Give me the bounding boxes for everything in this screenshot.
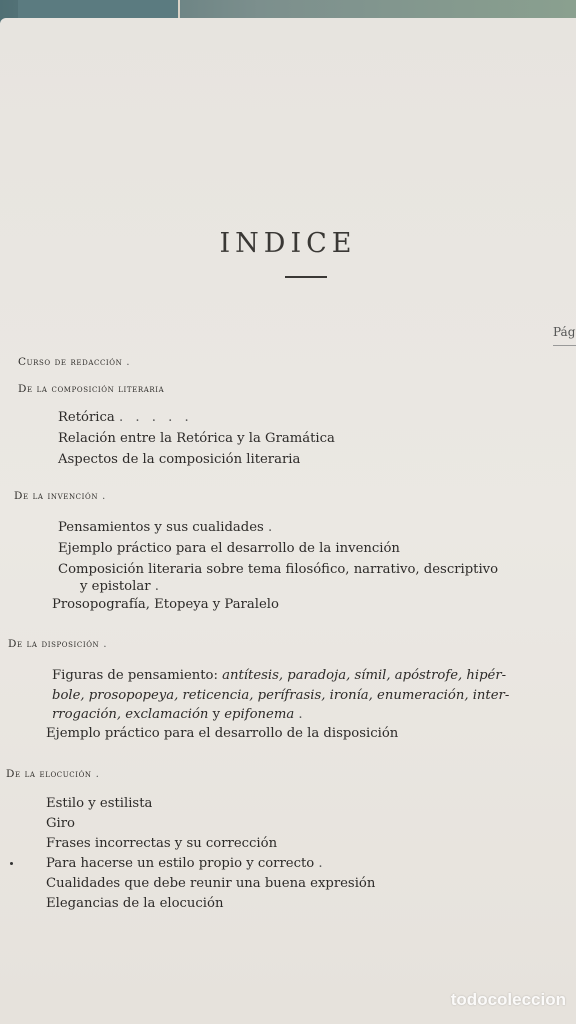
toc-entry: Estilo y estilista <box>46 796 153 811</box>
page-column-rule <box>553 345 576 346</box>
leader-dots: . <box>298 707 307 722</box>
entry-text: Retórica <box>58 410 115 425</box>
leader-dots: . <box>102 490 110 502</box>
toc-entry <box>80 579 163 594</box>
section-curso <box>18 356 134 368</box>
toc-entry <box>52 707 307 722</box>
toc-entry <box>52 668 506 683</box>
title-rule <box>285 276 327 278</box>
toc-entry: Giro <box>46 816 75 831</box>
page-column-label: Pág <box>553 325 576 339</box>
entry-text-italic: rrogación, exclamación <box>52 707 209 722</box>
leader-dots: . <box>126 356 134 368</box>
entry-text-italic: epifonema <box>224 707 295 722</box>
toc-entry <box>58 410 193 425</box>
entry-text: y epistolar <box>80 579 151 594</box>
toc-entry <box>46 856 327 871</box>
leader-dots: . <box>318 856 327 871</box>
leader-dots: . <box>268 520 277 535</box>
section-label: De la elocución <box>6 768 92 780</box>
toc-entry: bole, prosopopeya, reticencia, perífrasis, ironía, enumeración, inter- <box>52 688 510 703</box>
toc-entry: Ejemplo práctico para el desarrollo de la disposición <box>46 726 399 741</box>
section-composicion: De la composición literaria <box>18 383 165 395</box>
section-label: Curso de redacción <box>18 356 123 368</box>
section-label: De la disposición <box>8 638 100 650</box>
entry-text-italic: antítesis, paradoja, símil, apóstrofe, hipér- <box>222 668 507 683</box>
toc-entry: Elegancias de la elocución <box>46 896 224 911</box>
toc-entry: Frases incorrectas y su corrección <box>46 836 278 851</box>
page-title: INDICE <box>219 228 357 259</box>
leader-dots: . . . . . <box>118 410 193 425</box>
stray-dot <box>10 862 13 865</box>
toc-entry: Relación entre la Retórica y la Gramática <box>58 431 335 446</box>
toc-entry: Cualidades que debe reunir una buena expresión <box>46 876 376 891</box>
toc-entry: Prosopografía, Etopeya y Paralelo <box>52 597 279 612</box>
section-invencion <box>14 490 109 502</box>
entry-text: Para hacerse un estilo propio y correcto <box>46 856 315 871</box>
entry-text: y <box>212 707 221 722</box>
toc-entry: Composición literaria sobre tema filosófico, narrativo, descriptivo <box>58 562 499 577</box>
leader-dots: . <box>103 638 111 650</box>
toc-entry <box>58 520 276 535</box>
entry-text: Figuras de pensamiento: <box>52 668 218 683</box>
watermark-logo: todocoleccion <box>450 990 566 1009</box>
entry-text: Pensamientos y sus cualidades <box>58 520 264 535</box>
section-disposicion <box>8 638 111 650</box>
toc-entry: Ejemplo práctico para el desarrollo de la invención <box>58 541 400 556</box>
section-elocucion <box>6 768 103 780</box>
section-label: De la invención <box>14 490 99 502</box>
leader-dots: . <box>95 768 103 780</box>
toc-entry: Aspectos de la composición literaria <box>58 452 301 467</box>
leader-dots: . <box>154 579 163 594</box>
